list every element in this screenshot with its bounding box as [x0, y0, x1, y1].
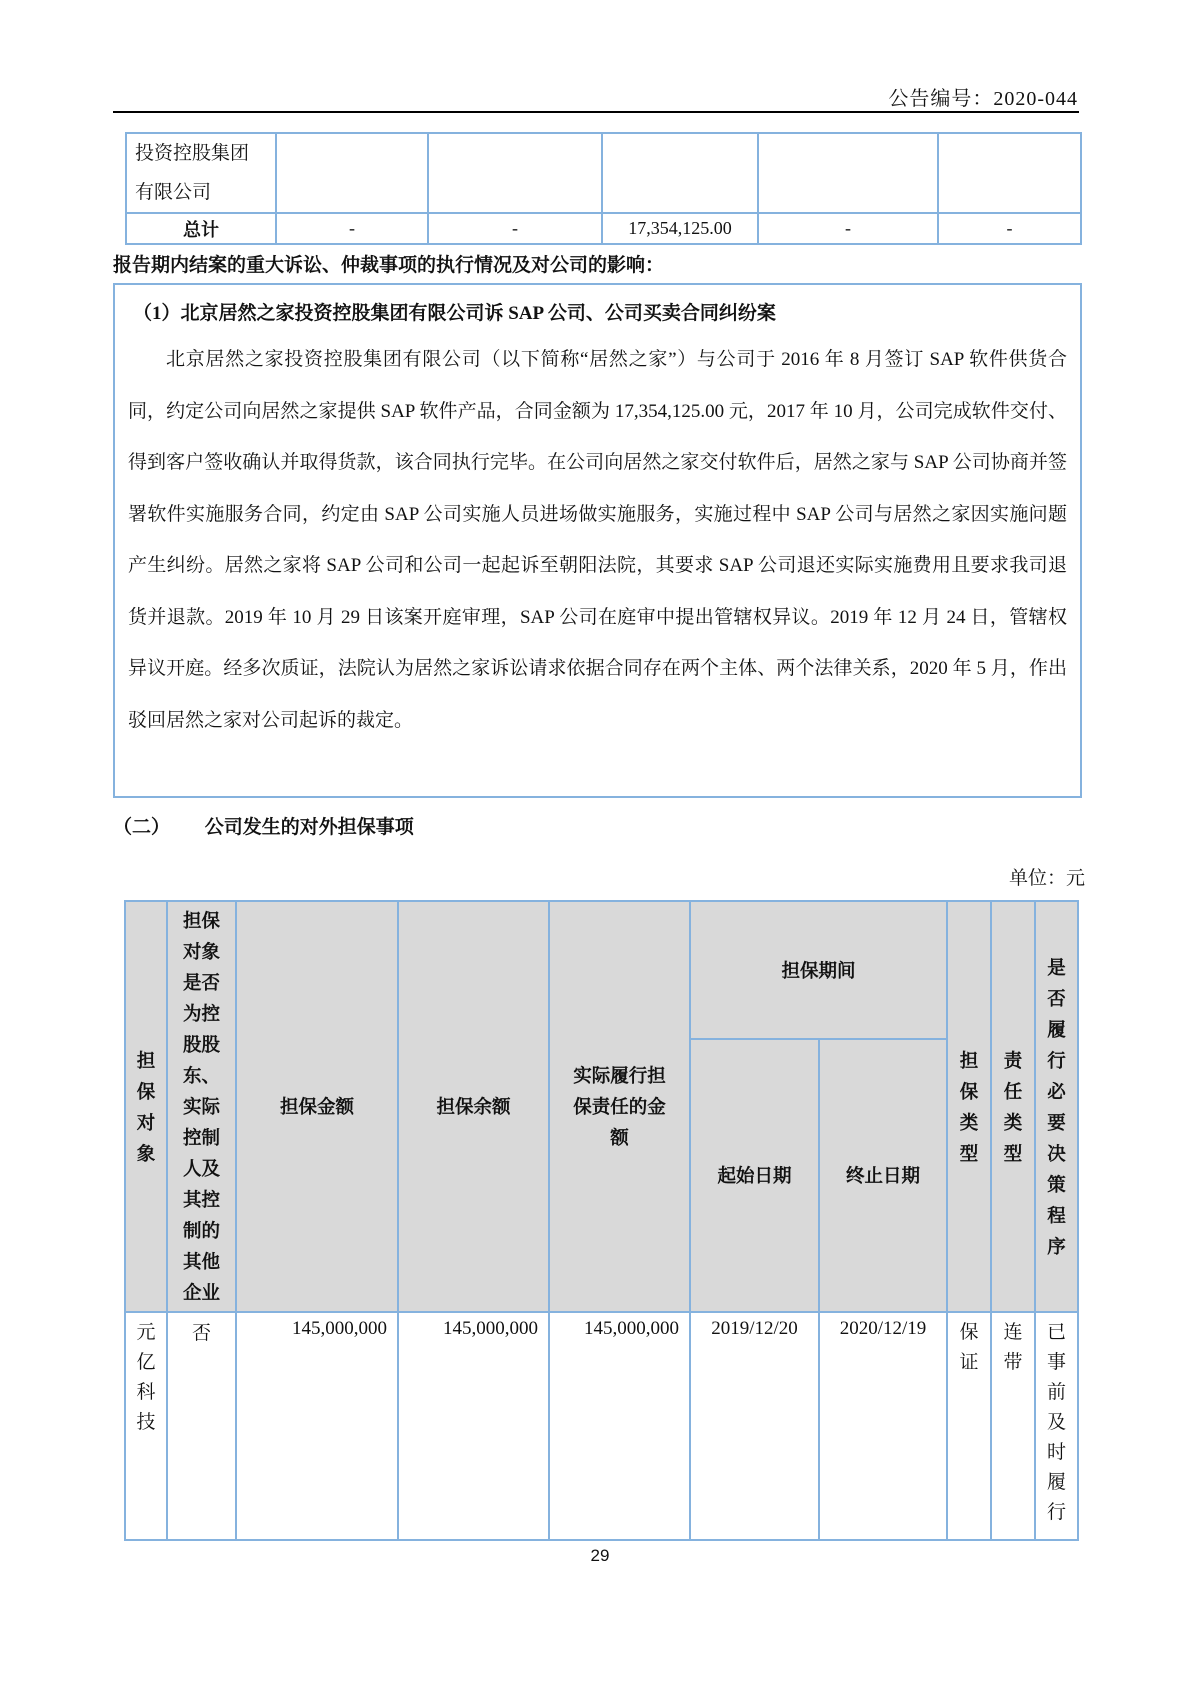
col-header-guarantee-type: 担保类型: [947, 901, 991, 1312]
section-heading-guarantee: [113, 812, 414, 839]
case-title: （1）北京居然之家投资控股集团有限公司诉 SAP 公司、公司买卖合同纠纷案: [133, 303, 776, 324]
col-header-start-date: 起始日期: [690, 1039, 819, 1312]
table-cell-total-amount: 17,354,125.00: [602, 213, 758, 244]
table-row-total: [126, 213, 1081, 244]
section-title: 公司发生的对外担保事项: [204, 817, 414, 838]
cell-guarantee-type: 保证: [947, 1312, 991, 1540]
header-rule: [113, 111, 1079, 113]
cell-amount: 145,000,000: [236, 1312, 398, 1540]
doc-number: 公告编号：2020-044: [888, 88, 1078, 110]
cell-end-date: 2020/12/19: [819, 1312, 947, 1540]
cell-balance: 145,000,000: [398, 1312, 549, 1540]
cell-target: 元亿科技: [125, 1312, 167, 1540]
guarantee-data-row: [125, 1312, 1078, 1540]
section-number: （二）: [113, 817, 171, 838]
cell-start-date: 2019/12/20: [690, 1312, 819, 1540]
table-cell: [758, 133, 938, 213]
col-header-target: 担保对象: [125, 901, 167, 1312]
table-cell: -: [276, 213, 428, 244]
table-cell: -: [428, 213, 602, 244]
table-cell: [602, 133, 758, 213]
section-heading-litigation: 报告期内结案的重大诉讼、仲裁事项的执行情况及对公司的影响：: [113, 255, 665, 276]
table-row: [126, 133, 1081, 213]
col-header-actual: 实际履行担保责任的金额: [549, 901, 690, 1312]
col-header-amount: 担保金额: [236, 901, 398, 1312]
header-row-1: [125, 901, 1078, 1039]
cell-procedure: 已事前及时履行: [1035, 1312, 1078, 1540]
table-cell: -: [758, 213, 938, 244]
col-header-end-date: 终止日期: [819, 1039, 947, 1312]
table-cell: [276, 133, 428, 213]
litigation-summary-table: [125, 132, 1082, 245]
col-header-balance: 担保余额: [398, 901, 549, 1312]
cell-actual: 145,000,000: [549, 1312, 690, 1540]
table-cell: -: [938, 213, 1081, 244]
col-header-is-related: 担保对象是否为控股股东、实际控制人及其控制的其他企业: [167, 901, 236, 1312]
unit-label: 单位：元: [1008, 868, 1085, 889]
col-header-liability-type: 责任类型: [991, 901, 1035, 1312]
col-header-period: 担保期间: [690, 901, 947, 1039]
guarantee-table: [124, 900, 1079, 1541]
cell-is-related: 否: [167, 1312, 236, 1540]
table-cell: [428, 133, 602, 213]
cell-liability-type: 连带: [991, 1312, 1035, 1540]
case-box: [113, 283, 1082, 798]
table-cell: [938, 133, 1081, 213]
col-header-procedure: 是否履行必要决策程序: [1035, 901, 1078, 1312]
case-body: 北京居然之家投资控股集团有限公司（以下简称“居然之家”）与公司于 2016 年 8 月签订 SAP 软件供货合同，约定公司向居然之家提供 SAP 软件产品，合同金额为 17,354,125.00 元，2017 年 10 月，公司完成软件交付、得到客户签收确认并取得货款，该合同执行完毕。在公司向居然之家交付软件后，居然之家与 SAP 公司协商并签署软件实施服务合同，约定由 SAP 公司实施人员进场做实施服务，实施过程中 SAP 公司与居然之家因实施问题产生纠纷。居然之家将 SAP 公司和公司一起起诉至朝阳法院，其要求 SAP 公司退还实际实施费用且要求我司退货并退款。2019 年 10 月 29 日该案开庭审理，SAP 公司在庭审中提出管辖权异议。2019 年 12 月 24 日，管辖权异议开庭。经多次质证，法院认为居然之家诉讼请求依据合同存在两个主体、两个法律关系，2020 年 5 月，作出驳回居然之家对公司起诉的裁定。: [128, 349, 1067, 731]
table-cell-total-label: 总计: [126, 213, 276, 244]
page-number: 29: [590, 1546, 610, 1565]
table-cell-company: 投资控股集团有限公司: [126, 133, 276, 213]
